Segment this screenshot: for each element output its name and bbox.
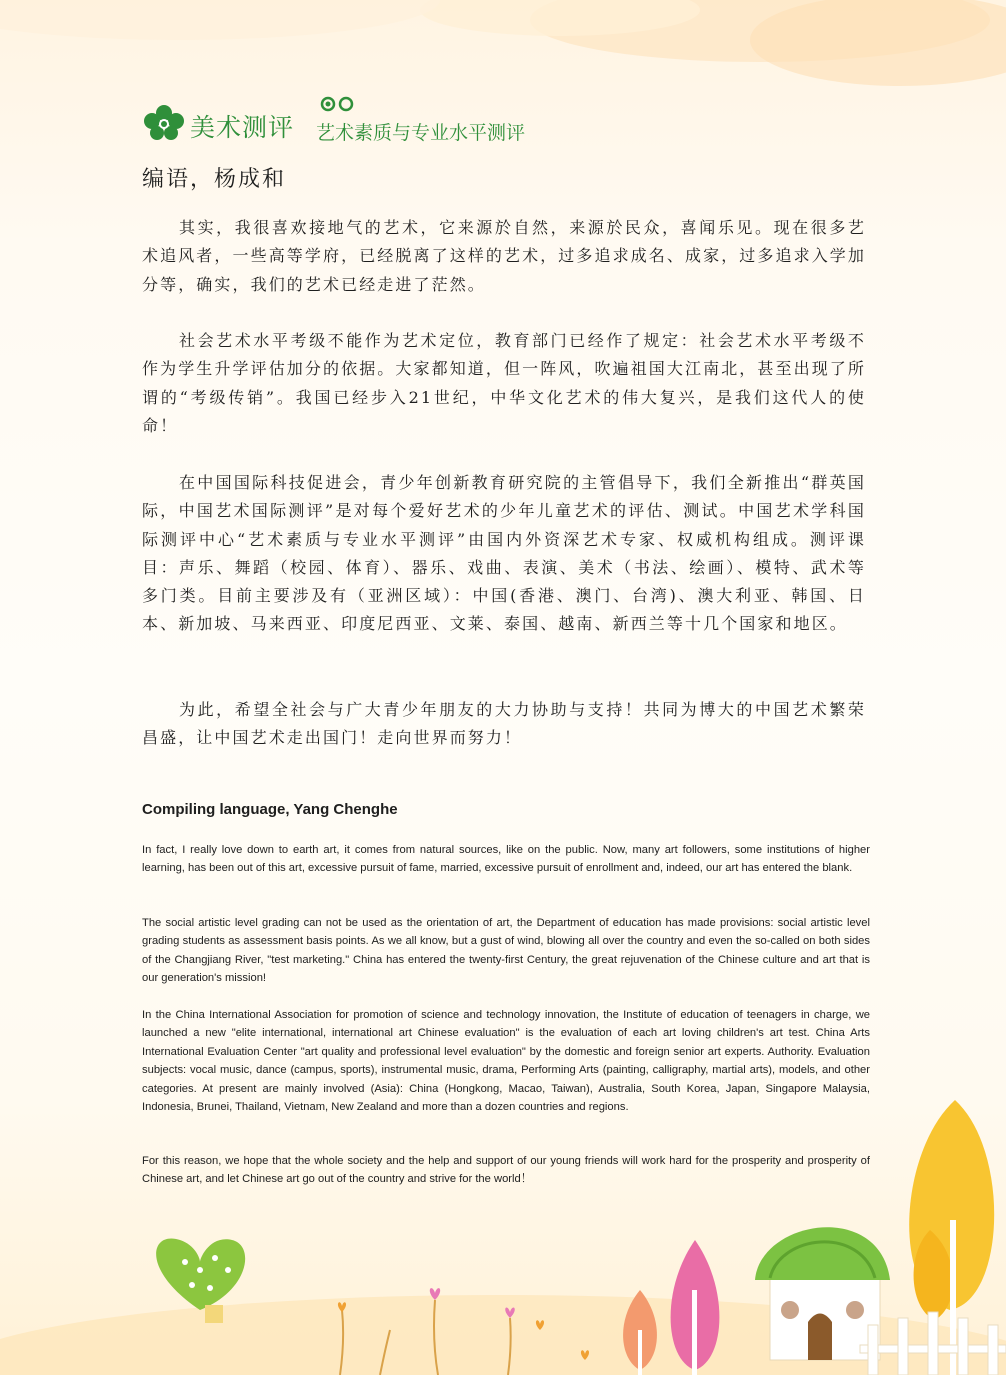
logo-subtitle: 艺术素质与专业水平测评	[316, 122, 526, 144]
english-paragraph: The social artistic level grading can not be used as the orientation of art, the Department of education has made provisions: social artistic level grading students as assessment basis points. As we all know, but a gust of wind, blowing all over the country and even the so-called on both sides of the Changjiang River, "test marketing." China has entered the twenty-first Century, the great rejuvenation of the Chinese culture and art that is our generation's mission!	[142, 917, 870, 985]
english-paragraph: In fact, I really love down to earth art, it comes from natural sources, like on the public. Now, many art followers, some institutions of higher learning, has been out of this art, excessive pursuit of fame, married, excessive pursuit of enrollment and, indeed, our art has entered the blank.	[142, 844, 870, 875]
english-paragraph: In the China International Association for promotion of science and technology innovation, the Institute of education of teenagers in charge, we launched a new "elite international, international art Chinese evaluation" is the evaluation of each art loving children's art test. China Arts International Evaluation Center "art quality and professional level evaluation" by the domestic and foreign senior art experts. Authority. Evaluation subjects: vocal music, dance (campus, sports), instrumental music, drama, Performing Arts (painting, calligraphy, martial arts), models, and other categories. At present are mainly involved (Asia): China (Hongkong, Macao, Taiwan), Australia, South Korea, Japan, Singapore Malaysia, Indonesia, Brunei, Thailand, Vietnam, New Zealand and more than a dozen countries and regions.	[142, 1009, 870, 1114]
chinese-title: 编语，杨成和	[142, 167, 287, 192]
english-title: Compiling language, Yang Chenghe	[142, 801, 398, 818]
english-paragraph: For this reason, we hope that the whole society and the help and support of our young friends will work hard for the prosperity and prosperity of Chinese art, and let Chinese art go out of the country and strive for the world！	[142, 1155, 870, 1186]
flower-logo-icon	[142, 104, 186, 142]
double-circle-icon	[320, 96, 356, 112]
chinese-paragraph: 社会艺术水平考级不能作为艺术定位，教育部门已经作了规定：社会艺术水平考级不作为学生升学评估加分的依据。大家都知道，但一阵风，吹遍祖国大江南北，甚至出现了所谓的“考级传销”。我国已经步入21世纪，中华文化艺术的伟大复兴，是我们这代人的使命！	[142, 331, 867, 435]
chinese-paragraph: 在中国国际科技促进会，青少年创新教育研究院的主管倡导下，我们全新推出“群英国际，中国艺术国际测评”是对每个爱好艺术的少年儿童艺术的评估、测试。中国艺术学科国际测评中心“艺术素质与专业水平测评”由国内外资深艺术专家、权威机构组成。测评课目：声乐、舞蹈（校园、体育）、器乐、戏曲、表演、美术（书法、绘画）、模特、武术等多门类。目前主要涉及有（亚洲区域）：中国(香港、澳门、台湾)、澳大利亚、韩国、日本、新加坡、马来西亚、印度尼西亚、文莱、泰国、越南、新西兰等十几个国家和地区。	[142, 473, 866, 634]
chinese-paragraph: 其实，我很喜欢接地气的艺术，它来源於自然，来源於民众，喜闻乐见。现在很多艺术追风者，一些高等学府，已经脱离了这样的艺术，过多追求成名、成家，过多追求入学加分等，确实，我们的艺术已经走进了茫然。	[142, 218, 867, 294]
chinese-paragraph: 为此，希望全社会与广大青少年朋友的大力协助与支持！共同为博大的中国艺术繁荣昌盛，让中国艺术走出国门！走向世界而努力！	[142, 700, 866, 748]
logo-text: 美术测评	[190, 113, 295, 142]
header-logo	[142, 96, 642, 146]
